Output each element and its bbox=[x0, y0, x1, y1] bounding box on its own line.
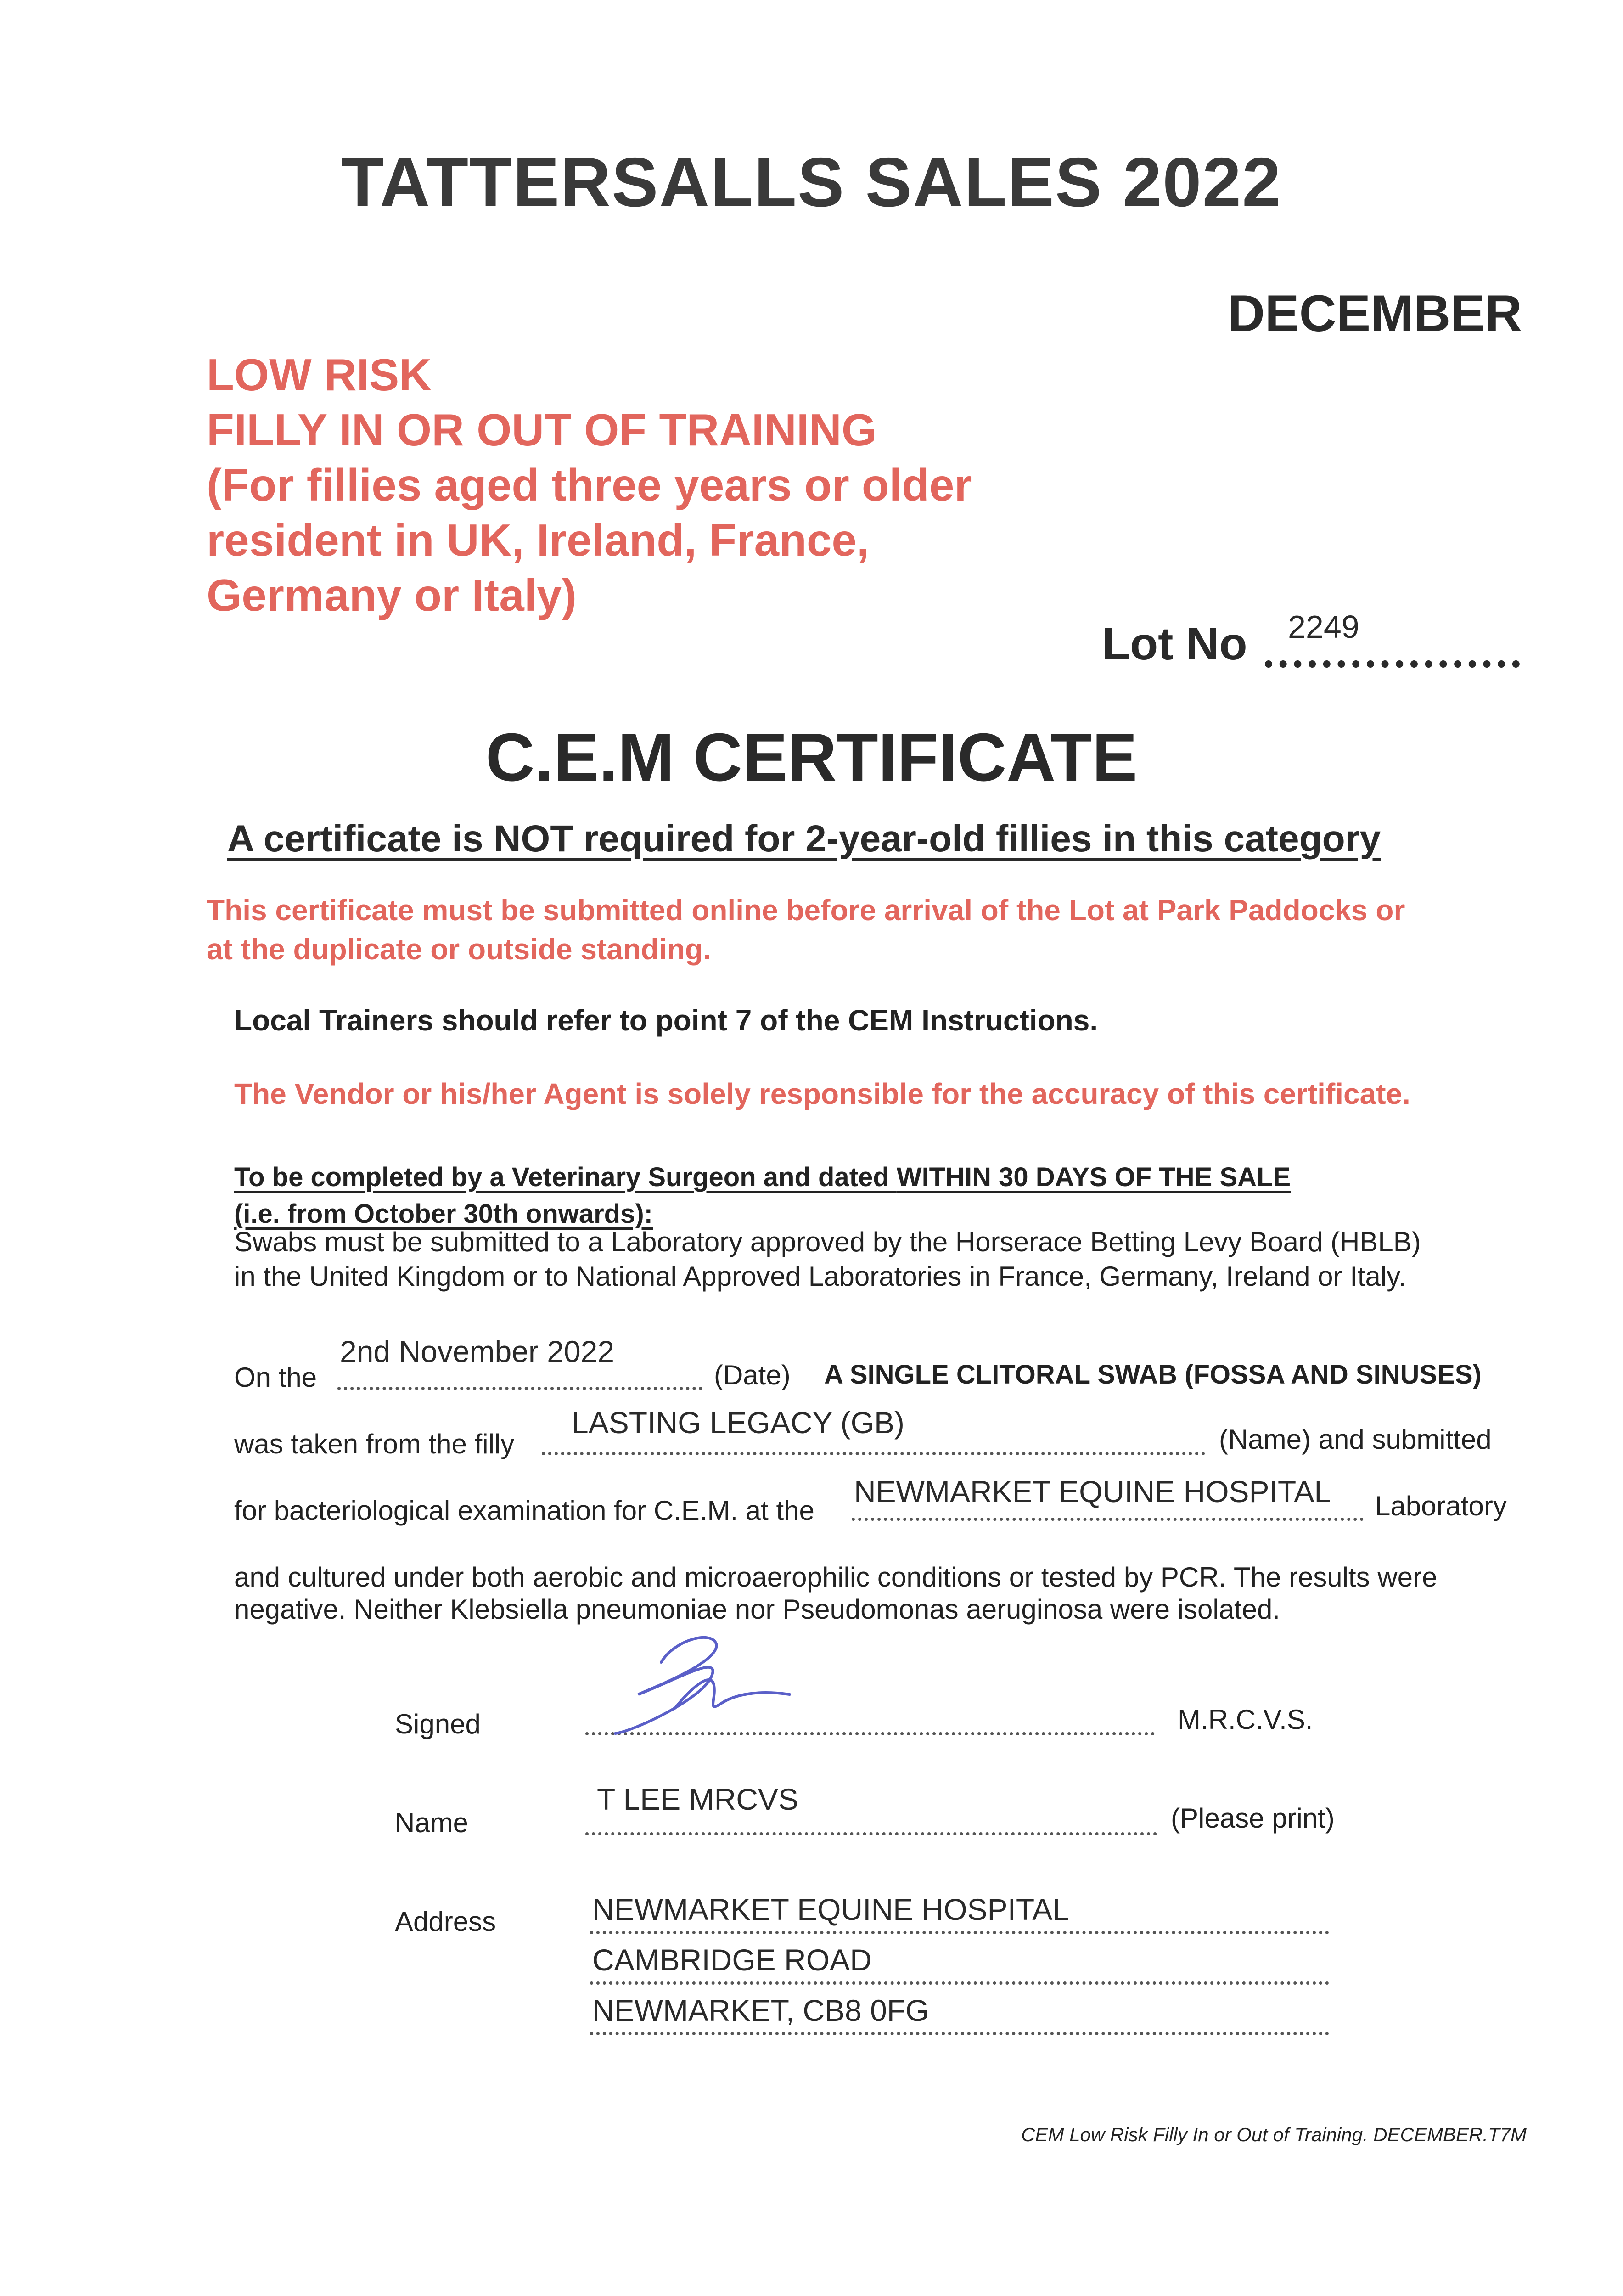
submit-instruction-line: This certificate must be submitted online before arrival of the Lot at Park Paddocks or bbox=[207, 894, 1405, 927]
name-label: Name bbox=[395, 1807, 469, 1838]
local-trainers-note: Local Trainers should refer to point 7 of the CEM Instructions. bbox=[234, 1004, 1098, 1037]
results-line: negative. Neither Klebsiella pneumoniae nor Pseudomonas aeruginosa were isolated. bbox=[234, 1594, 1280, 1625]
document-title: TATTERSALLS SALES 2022 bbox=[341, 143, 1282, 221]
address-dotted-line bbox=[590, 1931, 1329, 1934]
address-dotted-line bbox=[590, 1981, 1329, 1985]
vet-heading-line2: (i.e. from October 30th onwards): bbox=[234, 1199, 653, 1229]
vet-section-heading bbox=[234, 1162, 1291, 1193]
lot-value: 2249 bbox=[1288, 609, 1359, 645]
footer-code: CEM Low Risk Filly In or Out of Training. DECEMBER.T7M bbox=[1021, 2124, 1527, 2145]
category-line: FILLY IN OR OUT OF TRAINING bbox=[207, 405, 877, 455]
category-line: LOW RISK bbox=[207, 349, 432, 400]
address-line: NEWMARKET, CB8 0FG bbox=[592, 1993, 929, 2027]
category-line: Germany or Italy) bbox=[207, 570, 577, 620]
taken-from-label: was taken from the filly bbox=[234, 1429, 515, 1459]
laboratory-label: Laboratory bbox=[1375, 1491, 1507, 1521]
please-print-label: (Please print) bbox=[1171, 1803, 1335, 1834]
exam-label: for bacteriological examination for C.E.M. at the bbox=[234, 1495, 814, 1526]
address-line: NEWMARKET EQUINE HOSPITAL bbox=[592, 1892, 1070, 1926]
on-the-label: On the bbox=[234, 1362, 317, 1393]
mrcvs-label: M.R.C.V.S. bbox=[1178, 1704, 1313, 1735]
filly-name-value: LASTING LEGACY (GB) bbox=[572, 1406, 904, 1440]
address-label: Address bbox=[395, 1906, 496, 1937]
vet-heading-part2: WITHIN 30 DAYS OF THE SALE bbox=[896, 1162, 1291, 1192]
lot-dotted-line bbox=[1265, 660, 1520, 668]
date-dotted-line bbox=[337, 1387, 702, 1390]
date-value: 2nd November 2022 bbox=[340, 1334, 615, 1368]
filly-name-label: (Name) and submitted bbox=[1219, 1424, 1492, 1455]
date-label: (Date) bbox=[714, 1360, 791, 1390]
results-line: and cultured under both aerobic and microaerophilic conditions or tested by PCR. The results were bbox=[234, 1562, 1438, 1593]
swabs-requirement-line: in the United Kingdom or to National Approved Laboratories in France, Germany, Ireland or Italy. bbox=[234, 1261, 1406, 1292]
certificate-notice: A certificate is NOT required for 2-year-old fillies in this category bbox=[227, 818, 1381, 860]
swab-description: A SINGLE CLITORAL SWAB (FOSSA AND SINUSES) bbox=[824, 1360, 1482, 1390]
handwritten-signature bbox=[606, 1626, 799, 1736]
lab-dotted-line bbox=[852, 1518, 1364, 1521]
swabs-requirement-line: Swabs must be submitted to a Laboratory approved by the Horserace Betting Levy Board (HBLB) bbox=[234, 1227, 1421, 1257]
vet-name-value: T LEE MRCVS bbox=[597, 1782, 798, 1816]
name-dotted-line bbox=[585, 1832, 1157, 1835]
address-line: CAMBRIDGE ROAD bbox=[592, 1943, 872, 1977]
sale-month: DECEMBER bbox=[1228, 285, 1522, 342]
signed-label: Signed bbox=[395, 1709, 481, 1739]
category-line: (For fillies aged three years or older bbox=[207, 460, 972, 510]
vendor-responsibility-note: The Vendor or his/her Agent is solely responsible for the accuracy of this certificate. bbox=[234, 1077, 1410, 1110]
lot-label: Lot No bbox=[1102, 618, 1247, 670]
certificate-title: C.E.M CERTIFICATE bbox=[485, 720, 1138, 795]
filly-dotted-line bbox=[542, 1452, 1205, 1455]
lab-name-value: NEWMARKET EQUINE HOSPITAL bbox=[854, 1474, 1331, 1508]
submit-instruction-line: at the duplicate or outside standing. bbox=[207, 933, 711, 966]
address-dotted-line bbox=[590, 2032, 1329, 2035]
vet-heading-part1: To be completed by a Veterinary Surgeon and dated bbox=[234, 1162, 889, 1192]
category-line: resident in UK, Ireland, France, bbox=[207, 515, 870, 565]
